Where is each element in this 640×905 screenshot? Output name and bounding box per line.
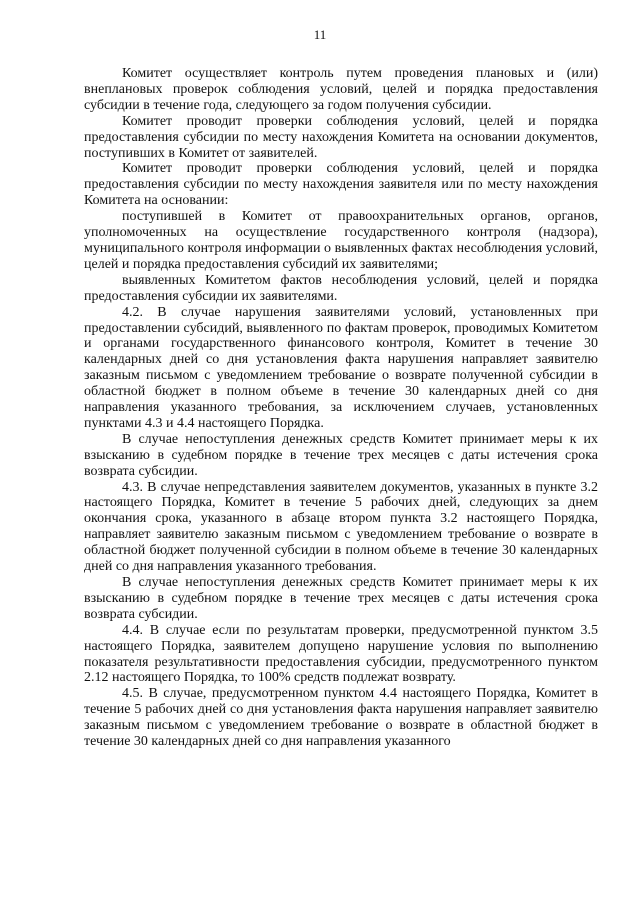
page-number: 11	[313, 27, 327, 42]
paragraph-section-4-4: 4.4. В случае если по результатам проверки, предусмотренной пунктом 3.5 настоящего Порядка, заявителем допущено нарушение условия по выполнению показателя результативности предоставления субсидии, предусмотренного пунктом 2.12 настоящего Порядка, то 100% средств подлежат возврату.	[84, 622, 598, 686]
paragraph-checks-at-applicant: Комитет проводит проверки соблюдения условий, целей и порядка предоставления субсидии по месту нахождения заявителя или по месту нахождения Комитета на основании:	[84, 161, 598, 209]
paragraph-control-overview: Комитет осуществляет контроль путем проведения плановых и (или) внеплановых проверок соблюдения условий, целей и порядка предоставления субсидии в течение года, следующего за годом получения субсидии.	[84, 66, 598, 113]
paragraph-recovery-4-3: В случае непоступления денежных средств Комитет принимает меры к их взысканию в судебном порядке в течение трех месяцев с даты истечения срока возврата субсидии.	[84, 575, 598, 622]
paragraph-identified-facts: выявленных Комитетом фактов несоблюдения условий, целей и порядка предоставления субсидии их заявителями.	[84, 272, 598, 304]
paragraph-recovery-4-2: В случае непоступления денежных средств Комитет принимает меры к их взысканию в судебном порядке в течение трех месяцев с даты истечения срока возврата субсидии.	[84, 431, 598, 479]
paragraph-received-information: поступившей в Комитет от правоохранительных органов, органов, уполномоченных на осуществление государственного контроля (надзора), муниципального контроля информации о выявленных фактах несоблюдения условий, целей и порядка предоставления субсидий их заявителями;	[84, 209, 598, 272]
paragraph-section-4-3: 4.3. В случае непредставления заявителем документов, указанных в пункте 3.2 настоящего Порядка, Комитет в течение 5 рабочих дней, следующих за днем окончания срока, указанного в абзаце втором пункта 3.2 настоящего Порядка, направляет заявителю заказным письмом с уведомлением требование о возврате в областной бюджет полученной субсидии в полном объеме в течение 30 календарных дней со дня направления указанного требования.	[84, 479, 598, 575]
document-body	[84, 66, 598, 750]
paragraph-section-4-5: 4.5. В случае, предусмотренном пунктом 4.4 настоящего Порядка, Комитет в течение 5 рабочих дней со дня установления факта нарушения направляет заявителю заказным письмом с уведомлением требование о возврате в областной бюджет в течение 30 календарных дней со дня направления указанного	[84, 686, 598, 750]
paragraph-checks-at-committee: Комитет проводит проверки соблюдения условий, целей и порядка предоставления субсидии по месту нахождения Комитета на основании документов, поступивших в Комитет от заявителей.	[84, 113, 598, 161]
paragraph-section-4-2: 4.2. В случае нарушения заявителями условий, установленных при предоставлении субсидий, выявленного по фактам проверок, проводимых Комитетом и органами государственного финансового контроля, Комитет в течение 30 календарных дней со дня установления факта нарушения направляет заявителю заказным письмом с уведомлением требование о возврате полученной субсидии в областной бюджет в полном объеме в течение 30 календарных дней со дня направления указанного требования, за исключением случаев, установленных пунктами 4.3 и 4.4 настоящего Порядка.	[84, 304, 598, 431]
